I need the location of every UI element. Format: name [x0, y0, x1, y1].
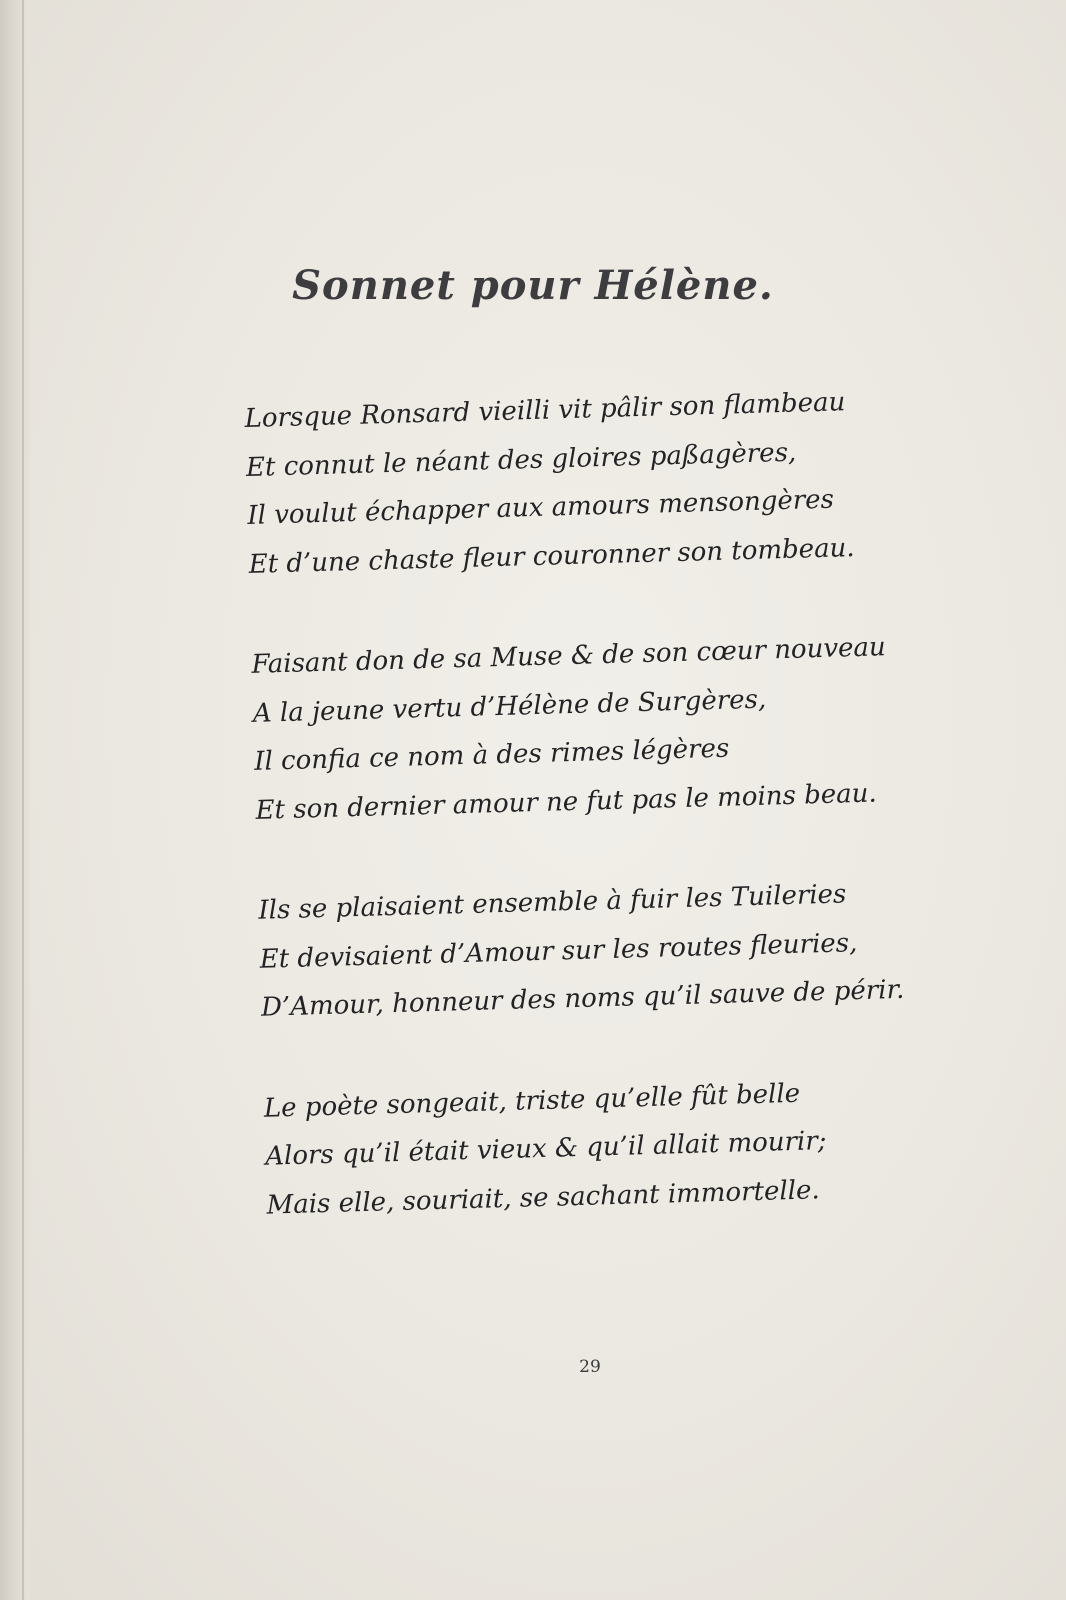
- stanza-4: [263, 1064, 987, 1230]
- gutter-edge: [22, 0, 24, 1600]
- poem-line: Il confia ce nom à des rimes légères: [253, 733, 730, 777]
- poem-line: Et devisaient d’Amour sur les routes fleuries,: [259, 927, 858, 975]
- page-gutter: [0, 0, 30, 1600]
- poem-line: Mais elle, souriait, se sachant immortelle.: [266, 1174, 821, 1221]
- poem-line: D’Amour, honneur des noms qu’il sauve de périr.: [260, 974, 905, 1023]
- stanza-2: [251, 621, 976, 835]
- page-number: 29: [579, 1357, 601, 1377]
- poem-body: [244, 375, 988, 1282]
- poem-title: Sonnet pour Hélène.: [292, 262, 774, 309]
- poem-line: Et connut le néant des gloires paßagères,: [245, 437, 797, 483]
- stanza-1: [244, 375, 969, 589]
- poem-line: Et d’une chaste fleur couronner son tombeau.: [248, 532, 855, 580]
- poem-line: A la jeune vertu d’Hélène de Surgères,: [252, 684, 767, 729]
- poem-line: Et son dernier amour ne fut pas le moins beau.: [255, 777, 878, 826]
- poem-line: Il voulut échapper aux amours mensongères: [246, 484, 835, 531]
- poem-line: Faisant don de sa Muse & de son cœur nouveau: [251, 632, 887, 680]
- poem-line: Le poète songeait, triste qu’elle fût belle: [263, 1078, 801, 1124]
- poem-line: Lorsque Ronsard vieilli vit pâlir son flambeau: [244, 387, 846, 434]
- poem-line: Ils se plaisaient ensemble à fuir les Tuileries: [257, 879, 847, 926]
- stanza-3: [258, 867, 982, 1033]
- poem-line: Alors qu’il était vieux & qu’il allait mourir;: [264, 1126, 827, 1172]
